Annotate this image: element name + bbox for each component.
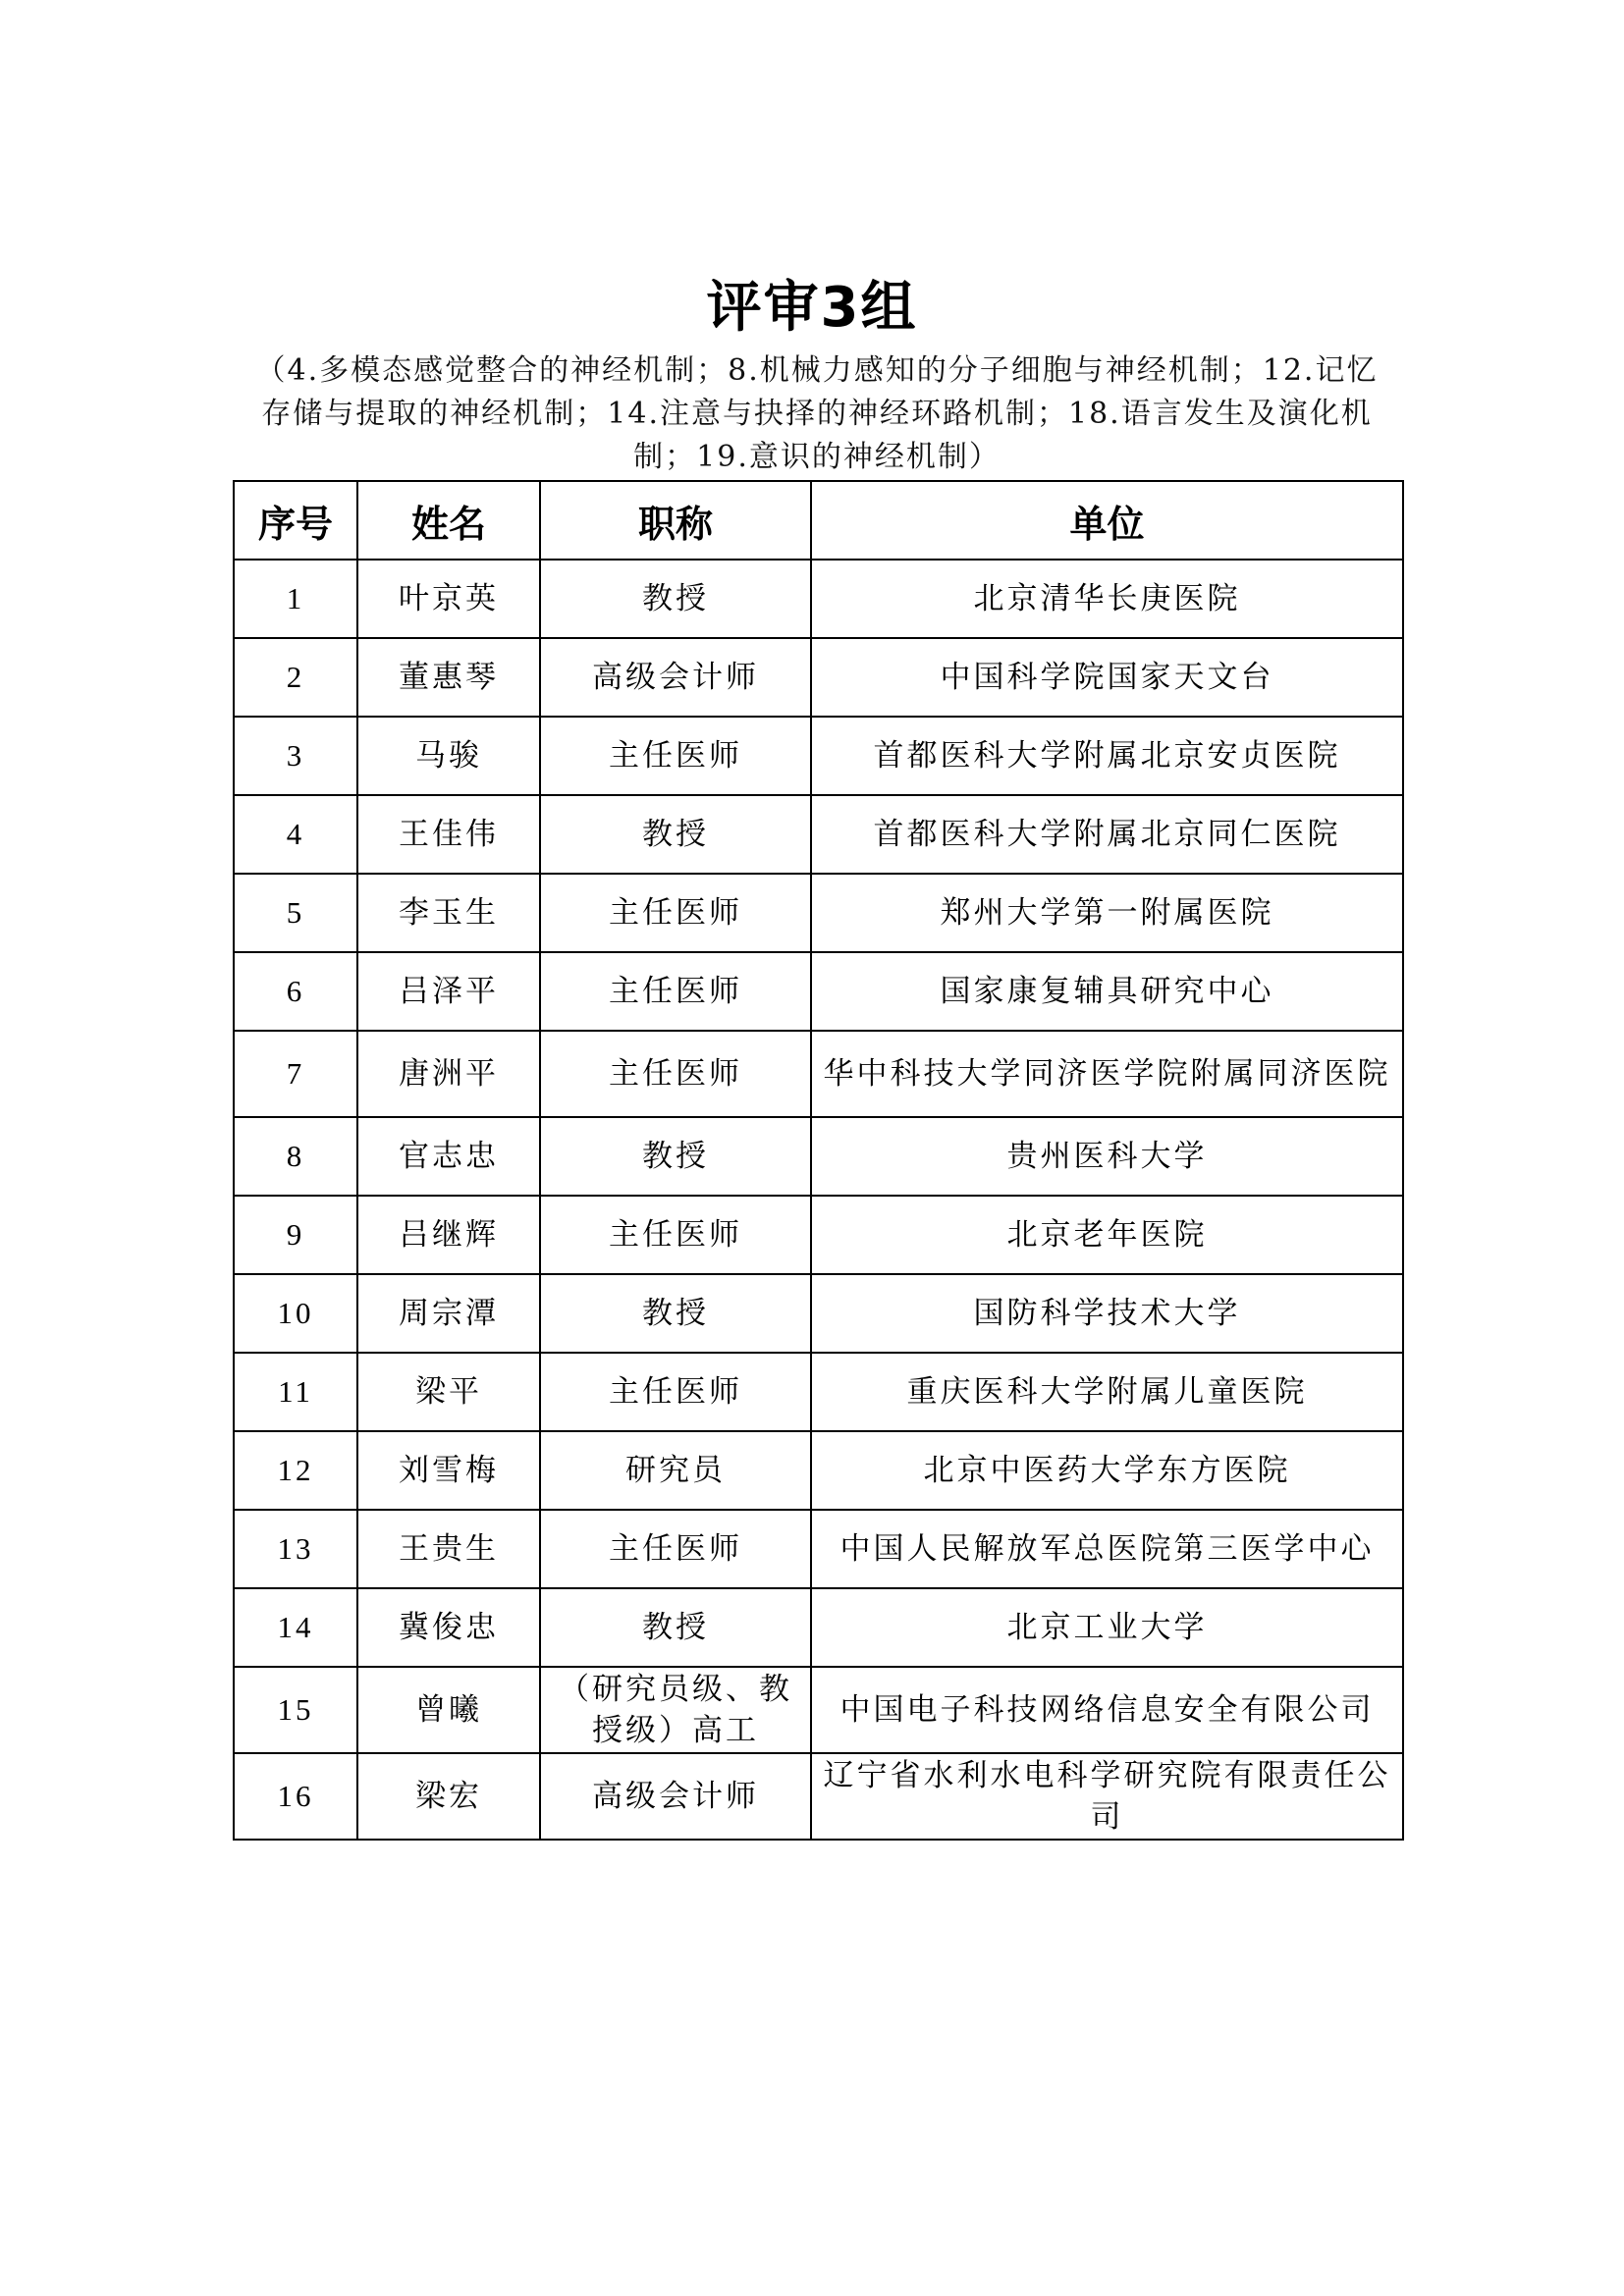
work-unit: 北京工业大学 bbox=[811, 1588, 1403, 1667]
row-number: 13 bbox=[234, 1510, 357, 1588]
table-row bbox=[234, 952, 1403, 1031]
job-title: 主任医师 bbox=[540, 1031, 811, 1117]
work-unit: 重庆医科大学附属儿童医院 bbox=[811, 1353, 1403, 1431]
person-name: 周宗潭 bbox=[357, 1274, 540, 1353]
page-title: 评审3组 bbox=[706, 276, 918, 340]
work-unit: 北京清华长庚医院 bbox=[811, 560, 1403, 638]
row-number: 15 bbox=[234, 1667, 357, 1753]
row-number: 8 bbox=[234, 1117, 357, 1196]
job-title: 教授 bbox=[540, 795, 811, 874]
table-row bbox=[234, 638, 1403, 717]
job-title: 教授 bbox=[540, 560, 811, 638]
header-title: 职称 bbox=[540, 481, 811, 560]
row-number: 1 bbox=[234, 560, 357, 638]
person-name: 吕泽平 bbox=[357, 952, 540, 1031]
job-title: 主任医师 bbox=[540, 952, 811, 1031]
page-subtitle: （4.多模态感觉整合的神经机制；8.机械力感知的分子细胞与神经机制；12.记忆存储与提取的神经机制；14.注意与抉择的神经环路机制；18.语言发生及演化机制；19.意识的神经机制） bbox=[255, 353, 1379, 474]
table-row bbox=[234, 560, 1403, 638]
job-title: （研究员级、教授级）高工 bbox=[540, 1667, 811, 1753]
row-number: 9 bbox=[234, 1196, 357, 1274]
person-name: 冀俊忠 bbox=[357, 1588, 540, 1667]
person-name: 曾曦 bbox=[357, 1667, 540, 1753]
person-name: 马骏 bbox=[357, 717, 540, 795]
table-row bbox=[234, 1196, 1403, 1274]
job-title: 高级会计师 bbox=[540, 1753, 811, 1840]
work-unit: 贵州医科大学 bbox=[811, 1117, 1403, 1196]
person-name: 吕继辉 bbox=[357, 1196, 540, 1274]
job-title: 主任医师 bbox=[540, 1353, 811, 1431]
job-title: 主任医师 bbox=[540, 717, 811, 795]
person-name: 李玉生 bbox=[357, 874, 540, 952]
job-title: 教授 bbox=[540, 1588, 811, 1667]
header-name: 姓名 bbox=[357, 481, 540, 560]
work-unit: 中国科学院国家天文台 bbox=[811, 638, 1403, 717]
work-unit: 辽宁省水利水电科学研究院有限责任公司 bbox=[811, 1753, 1403, 1840]
table-row bbox=[234, 1510, 1403, 1588]
header-unit: 单位 bbox=[811, 481, 1403, 560]
table-row bbox=[234, 1353, 1403, 1431]
row-number: 2 bbox=[234, 638, 357, 717]
person-name: 董惠琴 bbox=[357, 638, 540, 717]
row-number: 6 bbox=[234, 952, 357, 1031]
row-number: 7 bbox=[234, 1031, 357, 1117]
reviewer-table bbox=[233, 480, 1404, 1841]
job-title: 教授 bbox=[540, 1274, 811, 1353]
header-no: 序号 bbox=[234, 481, 357, 560]
row-number: 5 bbox=[234, 874, 357, 952]
table-row bbox=[234, 795, 1403, 874]
table-row bbox=[234, 1588, 1403, 1667]
work-unit: 国家康复辅具研究中心 bbox=[811, 952, 1403, 1031]
table-row bbox=[234, 874, 1403, 952]
person-name: 王佳伟 bbox=[357, 795, 540, 874]
work-unit: 中国电子科技网络信息安全有限公司 bbox=[811, 1667, 1403, 1753]
work-unit: 首都医科大学附属北京安贞医院 bbox=[811, 717, 1403, 795]
person-name: 官志忠 bbox=[357, 1117, 540, 1196]
job-title: 主任医师 bbox=[540, 874, 811, 952]
person-name: 唐洲平 bbox=[357, 1031, 540, 1117]
row-number: 10 bbox=[234, 1274, 357, 1353]
row-number: 4 bbox=[234, 795, 357, 874]
table-row bbox=[234, 1753, 1403, 1840]
row-number: 16 bbox=[234, 1753, 357, 1840]
row-number: 3 bbox=[234, 717, 357, 795]
row-number: 12 bbox=[234, 1431, 357, 1510]
work-unit: 华中科技大学同济医学院附属同济医院 bbox=[811, 1031, 1403, 1117]
person-name: 梁平 bbox=[357, 1353, 540, 1431]
person-name: 王贵生 bbox=[357, 1510, 540, 1588]
table-row bbox=[234, 1274, 1403, 1353]
job-title: 主任医师 bbox=[540, 1510, 811, 1588]
person-name: 梁宏 bbox=[357, 1753, 540, 1840]
job-title: 教授 bbox=[540, 1117, 811, 1196]
work-unit: 北京老年医院 bbox=[811, 1196, 1403, 1274]
work-unit: 郑州大学第一附属医院 bbox=[811, 874, 1403, 952]
job-title: 主任医师 bbox=[540, 1196, 811, 1274]
job-title: 研究员 bbox=[540, 1431, 811, 1510]
table-row bbox=[234, 1667, 1403, 1753]
table-row bbox=[234, 1117, 1403, 1196]
work-unit: 首都医科大学附属北京同仁医院 bbox=[811, 795, 1403, 874]
row-number: 11 bbox=[234, 1353, 357, 1431]
work-unit: 中国人民解放军总医院第三医学中心 bbox=[811, 1510, 1403, 1588]
job-title: 高级会计师 bbox=[540, 638, 811, 717]
table-row bbox=[234, 1031, 1403, 1117]
row-number: 14 bbox=[234, 1588, 357, 1667]
work-unit: 国防科学技术大学 bbox=[811, 1274, 1403, 1353]
table-header-row bbox=[234, 481, 1403, 560]
person-name: 叶京英 bbox=[357, 560, 540, 638]
person-name: 刘雪梅 bbox=[357, 1431, 540, 1510]
table-row bbox=[234, 1431, 1403, 1510]
table-row bbox=[234, 717, 1403, 795]
work-unit: 北京中医药大学东方医院 bbox=[811, 1431, 1403, 1510]
